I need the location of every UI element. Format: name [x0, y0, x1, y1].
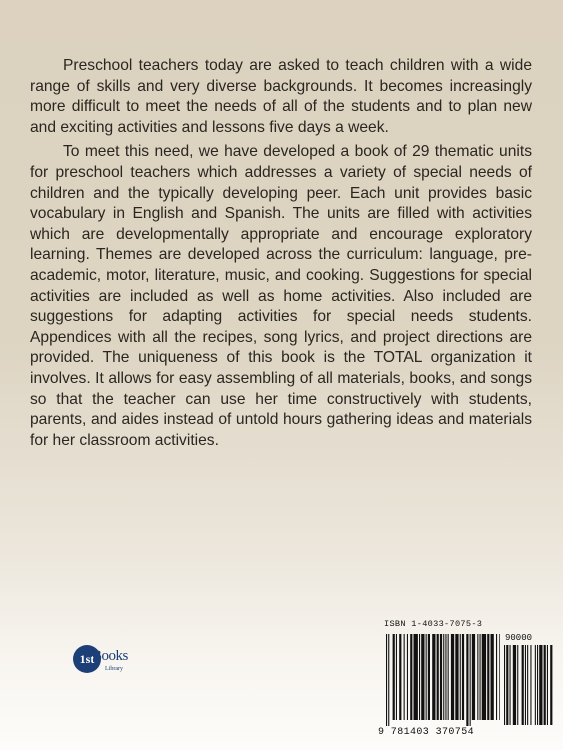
barcode-bar	[426, 634, 427, 720]
logo-subtext: Library	[105, 666, 123, 672]
logo-word: Books	[92, 648, 128, 664]
barcode-bar	[470, 634, 471, 726]
barcode-bar	[455, 634, 458, 720]
barcode-bar	[525, 645, 526, 725]
barcode-bar	[448, 634, 449, 720]
barcode-bar	[414, 634, 418, 720]
barcode-bar	[410, 634, 412, 720]
barcode-bar	[530, 645, 531, 725]
barcode-bar	[480, 634, 481, 720]
barcode-bar	[527, 645, 528, 725]
ean-barcode-bars	[386, 634, 500, 727]
isbn-number: ISBN 1-4033-7075-3	[384, 619, 483, 629]
price-addon-number: 90000	[505, 633, 533, 643]
barcode-bar	[504, 645, 505, 725]
barcode-bar	[510, 645, 511, 725]
logo-circle: 1st	[73, 645, 101, 673]
barcode-bar	[482, 634, 486, 720]
barcode-bar	[517, 645, 518, 725]
barcode-bar	[419, 634, 420, 720]
barcode-bar	[460, 634, 461, 720]
ean-number: 9 781403 370754	[378, 727, 475, 738]
barcode-bar	[472, 634, 475, 720]
blurb-paragraph-2: To meet this need, we have developed a book of 29 thematic units for preschool teachers which addresses a variety of special needs of children and the typically developing peer. Each unit provides basic vocabulary in English and Spanish. The units are filled with activities which are developmentally appropriate and encourage exploratory learning. Themes are developed across the curriculum: language, pre-academic, motor, literature, music, and cooking. Suggestions for special activities are included as well as home activities. Also included are suggestions for adapting activities for special needs students. Appendices with all the recipes, song lyrics, and project directions are provided. The uniqueness of this book is the TOTAL organization it involves. It allows for easy assembling of all materials, books, and songs so that the teacher can use her time constructively with students, parents, and aides instead of untold hours gathering ideas and materials for her classroom activities.	[30, 143, 532, 449]
addon-barcode-bars	[504, 645, 553, 726]
barcode-bar	[487, 634, 489, 720]
barcode-bar	[466, 634, 468, 726]
barcode-bar	[535, 645, 536, 725]
barcode-bar	[513, 645, 516, 725]
barcode-bar	[539, 645, 542, 725]
barcode-bar	[491, 634, 494, 720]
barcode-bar	[421, 634, 424, 720]
barcode-bar	[404, 634, 405, 720]
barcode-bar	[547, 645, 548, 725]
publisher-logo	[73, 645, 137, 677]
barcode-bar	[399, 634, 401, 720]
barcode-bar	[432, 634, 435, 720]
barcode-bar	[388, 634, 389, 726]
barcode-bar	[451, 634, 454, 720]
barcode-bar	[386, 634, 387, 726]
barcode-bar	[499, 634, 500, 720]
isbn-barcode	[376, 614, 560, 740]
barcode-bar	[550, 645, 552, 725]
barcode-bar	[440, 634, 442, 720]
back-cover-blurb	[30, 56, 532, 455]
barcode-bar	[506, 645, 508, 725]
barcode-bar	[396, 634, 397, 720]
barcode-bar	[437, 634, 439, 720]
barcode-bar	[477, 634, 478, 720]
barcode-bar	[537, 645, 538, 725]
barcode-bar	[522, 645, 524, 725]
barcode-bar	[544, 645, 546, 725]
barcode-bar	[496, 634, 497, 720]
barcode-bar	[462, 634, 464, 720]
barcode-bar	[443, 634, 444, 720]
barcode-bar	[428, 634, 430, 720]
barcode-bar	[445, 634, 446, 720]
barcode-bar	[393, 634, 395, 720]
barcode-bar	[407, 634, 408, 720]
blurb-paragraph-1: Preschool teachers today are asked to teach children with a wide range of skills and very diverse backgrounds. It becomes increasingly more difficult to meet the needs of all of the students and to plan new and exciting activities and lessons five days a week.	[30, 57, 532, 136]
